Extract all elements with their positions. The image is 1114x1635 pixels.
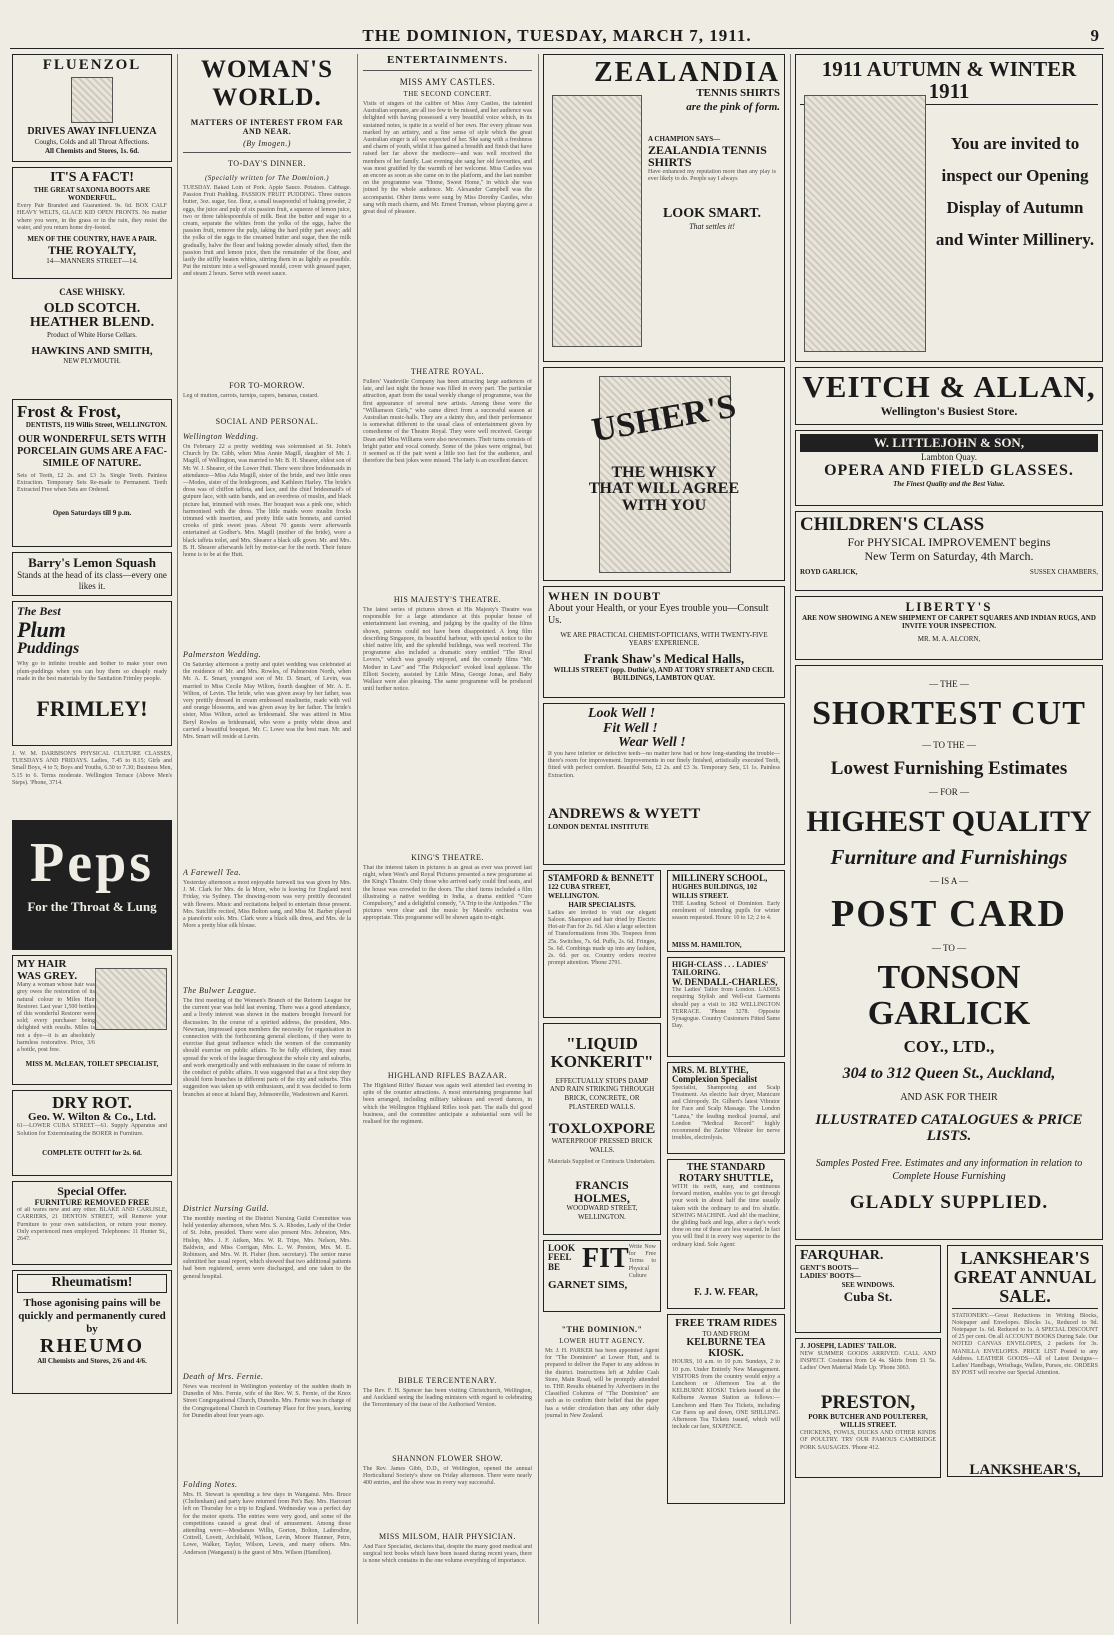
section-bible-tercentenary: BIBLE TERCENTENARY. <box>398 1376 497 1385</box>
ad-fluenzol-line1: DRIVES AWAY INFLUENZA <box>27 125 157 137</box>
ad-plum-puddings: The Best Plum Puddings Why go to infinite trouble and bother to make your own plum-puddings when you can buy them so cheaply ready made in the best materials by the Sanitation Frimley people. FRIMLEY! <box>12 601 172 746</box>
fluenzol-bottle-illustration <box>71 77 113 123</box>
ad-garnet-line1: LOOK FEEL BE <box>548 1243 576 1272</box>
ad-lankshear-sale: LANKSHEAR'S GREAT ANNUAL SALE. STATIONERY.—Great Reductions in Writing Blocks, Notepaper and Envelopes. Blocks 1s., Reduced to 9d. Notepaper 1s. 6d. Reduced to 1s. A SPECIAL DISCOUNT of 25 per cent. On all ACCOUNT BOOKS During Sale. Our NOTED CANVAS ENVELOPES, 2 packets for 3s. MANILLA ENVELOPES. PRICE LIST Posted to any Address. LEATHER GOODS—All of Latest Designs—Ladies' Handbags, Wristbags, Wallets, Purses, etc. ORDERS BY POST will receive our Special Attention. LANKSHEAR'S, <box>947 1245 1103 1477</box>
ad-fluenzol-line3: All Chemists and Stores, 1s. 6d. <box>45 146 139 155</box>
ad-zealandia-line1: TENNIS SHIRTS <box>696 87 780 100</box>
ad-lookwell-name: ANDREWS & WYETT <box>548 806 701 823</box>
ad-stamford-title: STAMFORD & BENNETT <box>548 873 654 883</box>
tonson-l13: 304 to 312 Queen St., Auckland, <box>842 1064 1056 1082</box>
ad-zealandia-title: ZEALANDIA <box>593 57 780 88</box>
ad-zealandia-line2: are the pink of form. <box>686 100 780 113</box>
ad-ushers-line1: THE WHISKY THAT WILL AGREE WITH YOU <box>588 463 740 515</box>
ad-preston-line2: PORK BUTCHER AND POULTERER, WILLIS STREET. <box>808 1412 928 1430</box>
ad-peps-sub: For the Throat & Lung <box>27 898 157 914</box>
ad-garnet-line2: FIT <box>582 1243 629 1274</box>
ad-lookwell-sub: LONDON DENTAL INSTITUTE <box>548 822 649 831</box>
ad-stamford-bennett: STAMFORD & BENNETT 122 CUBA STREET, WELLINGTON. HAIR SPECIALISTS. Ladies are invited to visit our elegant Saloon. Shampoo and hair dried by Electric Hot-air Fan for 2s. 6d. Also a large selection of Transformations from 30s. Toupees from 25s. Switches, 7s. 6d. Puffs, 2s. 6d. Fringes, 5s. 6d. Combings made up into any fashion, 2s. 6d. per oz. Country orders receive prompt attention. 'Phone 2791. <box>543 870 661 1018</box>
ad-zealandia-line4: ZEALANDIA TENNIS SHIRTS <box>648 142 767 170</box>
ad-whisky-line1: CASE WHISKY. <box>59 287 125 297</box>
ad-children-line1: For PHYSICAL IMPROVEMENT begins <box>847 534 1051 549</box>
ad-tram-line2: KELBURNE TEA KIOSK. <box>686 1337 766 1359</box>
ad-veitch-title: VEITCH & ALLAN, <box>802 369 1096 404</box>
ad-liquid-title: "LIQUID KONKERIT" <box>550 1034 654 1071</box>
ad-dryrot-title: DRY ROT. <box>52 1093 132 1112</box>
ad-childrens-class <box>795 511 1103 591</box>
womans-world-heading: WOMAN'S WORLD. <box>201 56 333 111</box>
tonson-l3: — TO THE — <box>922 739 976 750</box>
ad-littlejohn-line2: OPERA AND FIELD GLASSES. <box>824 461 1074 479</box>
ad-royalty: IT'S A FACT! THE GREAT SAXONIA BOOTS ARE WONDERFUL. Every Pair Branded and Guaranteed. 9s. 6d. BOX CALF HEAVY WELTS, GLACE KID OPEN FRONTS. No matter where you were, in the grass or in the rain, they resist the water, and you return home dry-footed. MEN OF THE COUNTRY, HAVE A PAIR. THE ROYALTY, 14—MANNERS STREET—14. <box>12 167 172 279</box>
ad-barry-lemon-squash <box>12 552 172 596</box>
ad-liberty-line1: ARE NOW SHOWING A NEW SHIPMENT OF CARPET SQUARES AND INDIAN RUGS, AND INVITE YOUR INSPECTION. <box>802 613 1096 631</box>
ad-liquid-konkerit: "LIQUID KONKERIT" EFFECTUALLY STOPS DAMP AND RAIN STRIKING THROUGH BRICK, CONCRETE, OR PLASTERED WALLS. TOXLOXPORE WATERPROOF PRESSED BRICK WALLS. Materials Supplied or Contracts Undertaken. FRANCIS HOLMES, WOODWARD STREET, WELLINGTON. <box>543 1023 661 1235</box>
ad-veitch-line1: Wellington's Busiest Store. <box>880 403 1018 418</box>
ad-frost-dentists: Frost & Frost, DENTISTS, 119 Willis Street, WELLINGTON. OUR WONDERFUL SETS WITH PORCELAIN GUMS ARE A FAC-SIMILE OF NATURE. Sets of Teeth, £2 2s. and £3 3s. Single Teeth. Painless Extraction. Temporary Sets Re-made to Permanent. Teeth Extracted Free when Sets are Ordered. Open Saturdays till 9 p.m. <box>12 399 172 547</box>
ad-plum-title3: Puddings <box>17 639 80 657</box>
ad-stamford-sub: 122 CUBA STREET, WELLINGTON. <box>548 883 611 901</box>
ad-farquhar-line3: SEE WINDOWS. <box>841 1281 895 1290</box>
tennis-player-illustration <box>552 95 642 347</box>
section-bulwer-league: The Bulwer League. <box>183 986 257 995</box>
ad-whisky-line4: Product of White Horse Cellars. <box>47 331 137 340</box>
ad-littlejohn-line3: The Finest Quality and the Best Value. <box>893 479 1005 488</box>
tonson-l4: Lowest Furnishing Estimates <box>830 758 1068 780</box>
ad-grey-hair: MY HAIR WAS GREY. Many a woman whose hair was grey owes the restoration of its natural colour to Miles Hair Restorer. Last year 1,500 bottles of this wonderful Restorer were sold; every purchaser being delighted with results. Miles is not a dye—it is an absolutely harmless restorative. Price, 3/6 a bottle, post free. MISS M. McLEAN, TOILET SPECIALIST, <box>12 955 172 1085</box>
section-for-tomorrow: FOR TO-MORROW. <box>229 381 305 390</box>
ad-mrs-blythe: MRS. M. BLYTHE, Complexion Specialist Specialist, Shampooing and Scalp Treatment. An electric hair dryer, Manicure and Chiropody. Dr. Gilbert's latest Vibrator for Face and Scalp Massage. The London "Lanza," the leading medical journal, and London "Medical Record" highly recommend the Zarine Vibrator for nerve troubles, electrolysis. <box>667 1062 785 1154</box>
section-palmerston-wedding: Palmerston Wedding. <box>183 650 262 659</box>
ad-farquhar-line1: GENT'S BOOTS— <box>800 1263 859 1272</box>
tonson-l8: — IS A — <box>929 875 969 886</box>
ad-lookwell-line2: Fit Well ! <box>603 720 658 736</box>
ad-frost-title: Frost & Frost, <box>17 402 121 421</box>
ad-preston: J. JOSEPH, LADIES' TAILOR. NEW SUMMER GOODS ARRIVED. CALL AND INSPECT. Costumes from £4 4s. Skirts from £1 5s. Ladies' Own Material Made Up. 'Phone 3063. PRESTON, PORK BUTCHER AND POULTERER, WILLIS STREET. CHICKENS, FOWLS, DUCKS AND OTHER KINDS OF POULTRY. TRY OUR FAMOUS CAMBRIDGE PORK SAUSAGES. 'Phone 412. <box>795 1338 941 1478</box>
ad-children-title: CHILDREN'S CLASS <box>800 514 985 535</box>
ad-whisky <box>12 284 172 394</box>
ad-royalty-name: THE ROYALTY, <box>47 242 137 257</box>
masthead-title: THE DOMINION, TUESDAY, MARCH 7, 1911. <box>362 26 752 45</box>
ad-frost-line1: OUR WONDERFUL SETS WITH PORCELAIN GUMS ARE A FAC-SIMILE OF NATURE. <box>17 433 167 469</box>
ad-whisky-line2: OLD SCOTCH. <box>43 300 141 316</box>
ad-veitch-allan <box>795 367 1103 425</box>
ad-lankshear-name: LANKSHEAR'S, <box>969 1461 1081 1477</box>
ad-autumn-title: 1911 AUTUMN & WINTER 1911 <box>800 58 1098 105</box>
ad-doubt-title: WHEN IN DOUBT <box>548 589 662 603</box>
ad-rheumo-line1: Those agonising pains will be quickly and permanently cured by <box>18 1296 166 1336</box>
ad-liberty-name: MR. M. A. ALCORN, <box>917 635 981 644</box>
ad-stamford-line1: HAIR SPECIALISTS. <box>568 900 636 909</box>
tonson-l1: — THE — <box>929 679 969 689</box>
ad-grey-title: MY HAIR WAS GREY. <box>17 958 78 982</box>
womans-world-byline: (By Imogen.) <box>243 139 291 148</box>
ad-liquid-address: WOODWARD STREET, WELLINGTON. <box>566 1204 638 1221</box>
tonson-l11: TONSON GARLICK <box>867 959 1031 1032</box>
ad-lookwell-line3: Wear Well ! <box>618 735 686 751</box>
ad-doubt-line2: WE ARE PRACTICAL CHEMIST-OPTICIANS, WITH TWENTY-FIVE YEARS' EXPERIENCE. <box>560 630 768 648</box>
column-entertainments: ENTERTAINMENTS. MISS AMY CASTLES. THE SECOND CONCERT. Visits of singers of the calibre of Miss Amy Castles, the talented Australian soprano, are all too few to be missed, and her audience was delighted with having possessed a very beautiful voice which, in its sustained notes, is quite in a world of her own. Her every phrase was marked by an artistry, and a fine sense of style which the great Australian singer is all we expected of her. She sang with a freshness and charm of youth, whilst it has gained a breadth and finish that have raised her far above the mediocre—and was well received the members of her family. Last evening she sang her old favourites, and was most gratified by the warmth of her welcome. Miss Castles was an encore as soon as she came on to the platform, and the last number on the programme was "Home, Sweet Home," in which she was joined by the whole audience. Mr. Alexander Campbell was the accompanist. Other items were sung by Miss Dorothy Castles, who sang with much charm, and Mr. Ernest Truman, whose playing gave a great deal of pleasure. THEATRE ROYAL. Fullers' Vaudeville Company has been attracting large audiences of late, and last night the house was filled in every part. The particular attraction, apart from the usual weekly change of programme, was the first appearance of several new artists. Among these were the "Williamson Girls," who came direct from a successful season at Australian music-halls. They are a dainty duo, and their performance is somewhat different to the usual class of entertainment given by comedienne of the Theatre Royal. They were well received. George Dean and Miss Williams were also newcomers. Their turns consists of bright patter and vocal comedy. Some of the jokes were original, but it seemed as if the pair went a little too fast for the audience, and therefore the best jokes were missed. The lady is an excellent dancer. HIS MAJESTY'S THEATRE. The latest series of pictures shown at His Majesty's Theatre was responsible for a large attendance at this popular house of entertainment last evening, and judging by the quality of the films shown, patrons could not have been disappointed. A long film describing Singapore, its beautiful harbour, with special notice to the chief native life, and the splendid buildings, was well received. The programme also included a dramatic story entitled "The Rival Lovers," which was greatly enjoyed, and the comedy films "Mr. Mother in Law" and "The Pickpocket" evoked loud applause. The Elliott Society, assisted by Little Mina, George Jonas, and Baby Wallace were also pleasing. The same programme will be produced until further notice. KING'S THEATRE. That the interest taken in pictures is as great as ever was proved last night, when West's and Royal Pictures presented a new programme at the King's Theatre. Only those who arrived early could find seats, and the house was crowded to the doors. The chief items included a film illustrating a native wedding in India, a drama entitled "Cure Compulsory," and a delightful comedy, "A Trip to the Antipodes." The pictures were clear and the music by Marsh's orchestra was appropriate. This programme will be shown again to-night. HIGHLAND RIFLES BAZAAR. The Highland Rifles' Bazaar was again well attended last evening in spite of the counter attractions. A most entertaining programme had been arranged, including military tableaux and sword dances, in which the Wellington Highland Rifles took part. The stalls did good business, and the committee anticipate a substantial sum will be realised for the regiment. <box>363 54 532 1126</box>
ad-farquhar-title: FARQUHAR. <box>800 1248 884 1263</box>
section-amy-castles: MISS AMY CASTLES. <box>399 77 496 87</box>
ad-dryrot-name: Geo. W. Wilton & Co., Ltd. <box>28 1110 156 1123</box>
ad-tailoring-title: HIGH-CLASS . . . LADIES' TAILORING. <box>672 960 769 978</box>
section-highland-rifles-bazaar: HIGHLAND RIFLES BAZAAR. <box>387 1071 508 1080</box>
ad-zealandia-line3: A CHAMPION SAYS— <box>648 135 721 143</box>
ad-fluenzol-title: FLUENZOL <box>42 57 142 73</box>
section-folding-notes: Folding Notes. <box>183 1480 238 1489</box>
tonson-l2: SHORTEST CUT <box>812 695 1086 733</box>
ad-dryrot-sub: COMPLETE OUTFIT for 2s. 6d. <box>42 1149 142 1158</box>
ad-rheumo-foot: All Chemists and Stores, 2/6 and 4/6. <box>37 1357 147 1366</box>
section-theatre-royal: THEATRE ROYAL. <box>410 367 485 376</box>
ad-lookwell-line1: Look Well ! <box>588 706 656 721</box>
tonson-l16: Samples Posted Free. Estimates and any information in relation to Complete House Furnishing <box>815 1158 1083 1182</box>
ad-look-well-dentists: Look Well ! Fit Well ! Wear Well ! If you have inferior or defective teeth—no matter how bad or how long-standing the trouble—there's room for improvement. Improvements in our finely finished, artistically executed Teeth, fitted with perfect comfort. Beautiful Sets, £2 2s. and £3 3s. Temporary Sets, £1 1s. Painless Extraction. ANDREWS & WYETT LONDON DENTAL INSTITUTE <box>543 703 785 865</box>
ad-children-line2: New Term on Saturday, 4th March. <box>864 549 1034 564</box>
section-death-mrs-fernie: Death of Mrs. Fernie. <box>183 1372 264 1381</box>
ad-millinery-title: MILLINERY SCHOOL, <box>672 873 768 883</box>
ad-fluenzol-line2: Coughs, Colds and all Throat Affections. <box>34 137 150 146</box>
notice-dominion-title: "THE DOMINION." <box>561 1325 643 1334</box>
ad-liquid-line3: WATERPROOF PRESSED BRICK WALLS. <box>551 1137 653 1155</box>
tonson-l14: AND ASK FOR THEIR <box>900 1092 998 1104</box>
ad-whisky-line5: HAWKINS AND SMITH, <box>31 344 153 357</box>
ad-zealandia-shirts: ZEALANDIA TENNIS SHIRTS are the pink of form. A CHAMPION SAYS— ZEALANDIA TENNIS SHIRTS Have enhanced my reputation more than any play is ever likely to do. People say I always LOOK SMART. That settles it! <box>543 54 785 362</box>
ad-autumn-winter-millinery <box>795 54 1103 362</box>
ad-liquid-line2: TOXLOXPORE <box>548 1120 656 1137</box>
woman-portrait-illustration <box>95 968 167 1030</box>
page-number: 9 <box>1090 26 1100 45</box>
ad-ladies-tailoring: HIGH-CLASS . . . LADIES' TAILORING. W. DENDALL-CHARLES, The Ladies' Tailor from London. LADIES requiring Stylish and Well-cut Garments should pay a visit to 182 WELLINGTON TERRACE. 'Phone 3278. Opposite Synagogue. Country Customers Fitted Same Day. <box>667 957 785 1057</box>
section-his-majestys-theatre: HIS MAJESTY'S THEATRE. <box>393 595 502 604</box>
ad-zealandia-line6: That settles it! <box>689 221 735 231</box>
ad-dry-rot: DRY ROT. Geo. W. Wilton & Co., Ltd. 61—LOWER CUBA STREET—61. Supply Apparatus and Solution for Exterminating the BORER in Furniture. COMPLETE OUTFIT for 2s. 6d. <box>12 1090 172 1176</box>
ad-royalty-address: 14—MANNERS STREET—14. <box>46 256 138 265</box>
ad-preston-title: PRESTON, <box>820 1391 916 1413</box>
ad-special-offer: Special Offer. FURNITURE REMOVED FREE of all wares new and any other. BLAKE AND CARLISLE, CARRIERS, 21 DENTON STREET, will Remove your Furniture to your own satisfaction, or return your money. Only experienced men employed. Telephones: 11 Hunter St., 2647. <box>12 1181 172 1265</box>
ad-rheumo-title: Rheumatism! <box>17 1274 167 1293</box>
ad-tonson-garlick <box>795 665 1103 1240</box>
tonson-l7: Furniture and Furnishings <box>830 844 1068 869</box>
ad-tram-line1: TO AND FROM <box>702 1329 750 1338</box>
ad-rheumo-name: RHEUMO <box>39 1335 145 1358</box>
section-district-nursing: District Nursing Guild. <box>183 1204 269 1213</box>
tonson-l6: HIGHEST QUALITY <box>806 805 1092 839</box>
ad-rotary-shuttle: THE STANDARD ROTARY SHUTTLE, WITH its swift, easy, and continuous forward motion, enables you to get through your work in about half the time usually taken with the ordinary to and fro shuttle. SEWING MACHINE. And ah! the machine, the gliding back and legs, after a day's work done on one of these are less wearied. In fact you will find it in every way superior to the ordinary kind. Sole Agent: F. J. W. FEAR, <box>667 1159 785 1309</box>
ad-rotary-title: THE STANDARD ROTARY SHUTTLE, <box>678 1162 774 1184</box>
entertainments-heading: ENTERTAINMENTS. <box>386 54 509 66</box>
tonson-l9: POST CARD <box>831 893 1067 936</box>
tonson-l15: ILLUSTRATED CATALOGUES & PRICE LISTS. <box>815 1111 1083 1144</box>
ad-whisky-line3: HEATHER BLEND. <box>29 315 155 331</box>
ad-farquhar-line4: Cuba St. <box>843 1288 893 1304</box>
ad-plum-title1: The Best <box>17 604 61 618</box>
tonson-l17: GLADLY SUPPLIED. <box>849 1192 1049 1214</box>
ad-liquid-line1: EFFECTUALLY STOPS DAMP AND RAIN STRIKING THROUGH BRICK, CONCRETE, OR PLASTERED WALLS. <box>549 1076 655 1111</box>
ad-frost-sub: DENTISTS, 119 Willis Street, WELLINGTON. <box>25 420 167 429</box>
tonson-l10: — TO — <box>931 943 967 954</box>
ad-peps <box>12 820 172 950</box>
ad-grey-foot: MISS M. McLEAN, TOILET SPECIALIST, <box>25 1060 159 1069</box>
ad-special-line1: FURNITURE REMOVED FREE <box>34 1197 150 1207</box>
ad-tailoring-name: W. DENDALL-CHARLES, <box>672 976 778 987</box>
notice-dominion-agency: "THE DOMINION." LOWER HUTT AGENCY. Mr. J. H. PARKER has been appointed Agent for "The Dominion" at Lower Hutt, and is prepared to deliver the Paper to any address in the district. Instructions left at Jubilee Cash Store, Main Road, will be promptly attended to. THE Results obtained by Advertisers in the Classified Columns of "The Dominion" are such as to confirm their belief that the paper has a wider circulation than any other daily journal in New Zealand. <box>545 1325 659 1419</box>
ad-farquhar-line2: LADIES' BOOTS— <box>800 1272 861 1281</box>
ad-royalty-line2: MEN OF THE COUNTRY, HAVE A PAIR. <box>27 235 157 244</box>
ad-children-address: SUSSEX CHAMBERS, <box>1029 567 1098 576</box>
ad-garnet-sims: LOOK FEEL BE FIT Write Now for Free Terms to Physical Culture GARNET SIMS, <box>543 1240 661 1312</box>
ad-rotary-name: F. J. W. FEAR, <box>694 1287 758 1298</box>
ad-lankshear-title: LANKSHEAR'S GREAT ANNUAL SALE. <box>952 1249 1098 1309</box>
ad-doubt-line1: About your Health, or your Eyes trouble you—Consult Us. <box>548 602 769 626</box>
ad-peps-title: Peps <box>30 832 154 894</box>
ad-libertys <box>795 596 1103 660</box>
column-ads-left: FLUENZOL DRIVES AWAY INFLUENZA Coughs, Colds and all Throat Affections. All Chemists and Stores, 1s. 6d. IT'S A FACT! THE GREAT SAXONIA BOOTS ARE WONDERFUL. Every Pair Branded and Guaranteed. 9s. 6d. BOX CALF HEAVY WELTS, GLACE KID OPEN FRONTS. No matter where you were, in the grass or in the rain, they resist the water, and you return home dry-footed. MEN OF THE COUNTRY, HAVE A PAIR. THE ROYALTY, 14—MANNERS STREET—14. CASE WHISKY. OLD SCOTCH. HEATHER BLEND. Product of White Horse Cellars. HAWKINS AND SMITH, NEW PLYMOUTH. Frost & Frost, DENTISTS, 119 Willis Street, WELLINGTON. OUR WONDERFUL SETS WITH PORCELAIN GUMS ARE A FAC-SIMILE OF NATURE. Sets of Teeth, £2 2s. and £3 3s. Single Teeth. Painless Extraction. Temporary Sets Re-made to Permanent. Teeth Extracted Free when Sets are Ordered. Open Saturdays till 9 p.m. Barry's Lemon Squash Stands at the head of its class—every one likes it. The Best Plum Puddings Why go to infinite trouble and bother to make your own plum-puddings when you can buy them so cheaply ready made in the best materials by the Sanitation Frimley people. FRIMLEY! J. W. M. DARBISON'S PHYSICAL CULTURE CLASSES, TUESDAYS AND FRIDAYS. Ladies, 7.45 to 8.15; Girls and Small Boys, 4 to 5; Boys and Youths, 6.30 to 7.30; Business Men, 5.15 to 6. Terms moderate. Wellington Terrace (Above Men's Steps). 'Phone, 3714. Peps For the Throat & Lung MY HAIR WAS GREY. Many a woman whose hair was grey owes the restoration of its natural colour to Miles Hair Restorer. Last year 1,500 bottles of this wonderful Restorer were sold; every purchaser being delighted with results. Miles is not a dye—it is an absolutely harmless restorative. Price, 3/6 a bottle, post free. MISS M. McLEAN, TOILET SPECIALIST, DRY ROT. Geo. W. Wilton & Co., Ltd. 61—LOWER CUBA STREET—61. Supply Apparatus and Solution for Exterminating the BORER in Furniture. COMPLETE OUTFIT for 2s. 6d. Special Offer. FURNITURE REMOVED FREE of all wares new and any other. BLAKE AND CARLISLE, CARRIERS, 21 DENTON STREET, will Remove your Furniture to your own satisfaction, or return your money. Only experienced men employed. Telephones: 11 Hunter St., 2647. Rheumatism! Those agonising pains will be quickly and permanently cured by RHEUMO All Chemists and Stores, 2/6 and 4/6. <box>12 54 172 1624</box>
column-entertainments-lower: BIBLE TERCENTENARY. The Rev. F. H. Spencer has been visiting Christchurch, Wellington, and Auckland seeing the leading ministers with regard to celebrating the Tercentenary of the issue of the Authorised Version. SHANNON FLOWER SHOW. The Rev. James Gibb, D.D., of Wellington, opened the annual Horticultural Society's show on Friday afternoon. There were nearly 400 entries, and the show was in every way successful. MISS MILSOM, HAIR PHYSICIAN. And Face Specialist, declares that, despite the many good medical and surgical text books which have been issued during recent years, there is none which contains in the one volume everything of importance. <box>363 1370 532 1620</box>
ad-doubt-name: Frank Shaw's Medical Halls, <box>583 651 745 667</box>
ad-fluenzol <box>12 54 172 162</box>
ad-millinery-sub: HUGHES BUILDINGS, 102 WILLIS STREET. <box>672 883 757 901</box>
column-womans-world: WOMAN'S WORLD. MATTERS OF INTEREST FROM FAR AND NEAR. (By Imogen.) TO-DAY'S DINNER. (Specially written for The Dominion.) TUESDAY. Baked Loin of Pork. Apple Sauce. Potatoes. Cabbage. Passion Fruit Pudding. PASSION FRUIT PUDDING. Three ounces butter, 3oz. sugar, 6oz. flour, a small teaspoonful of baking powder, 2 eggs, the juice and pulp of six passion fruit, a squeeze of lemon juice, two or three tablespoonfuls of milk. Beat the butter and sugar to a cream, separate the whites from the yolks of the eggs, halve the passion fruit, remove the pulp, taking the hard pithy part away; add the yolks of the eggs to the creamed butter and sugar, then the milk gradually, halve the flour and baking powder already sifted, then the passion fruit and lemon juice, then the remainder of the flour, and lastly the stiffly beaten whites, stirring them in as lightly as possible. Put the mixture into a well-greased mould, cover with greased paper, and steam 2 hours. Serve with sweet sauce. FOR TO-MORROW. Leg of mutton, carrots, turnips, capers, bananas, custard. SOCIAL AND PERSONAL. Wellington Wedding. On February 22 a pretty wedding was solemnised at St. John's Church by Dr. Gibb, when Miss Annie Magill, daughter of Mr. J. Magill, of Wellington, was married to Mr. B. H. Shearer, eldest son of Mr. W. J. Shearer, of the Lower Hutt. There were three bridesmaids in attendance—Miss Ada Magill, sister of the bride, and two little ones—Modes, sister of the bridegroom, and Kathleen Harley. The bride's dress was of chiffon taffeta, and lace, and the chief bridesmaid's of guipure lace, with satin bands, and an overdress of muslin, and black picture hat, trimmed with roses. Her bouquet was a pink one, which harmonised with the dress. The little maids wore muslin frocks trimmed with insertion, and pretty little satin bonnets, and carried crooks of pink sweet peas. About 70 guests were afterwards entertained at Godber's. Mrs. Magill (mother of the bride), wore a black taffeta toilet, and Mrs. Shearer a black silk gown. Mr. and Mrs. B. H. Shearer afterwards left by motor-car for the north. Their future home is to be at the Hutt. Palmerston Wedding. On Saturday afternoon a pretty and quiet wedding was celebrated at the residence of Mr. and Mrs. Rowles, of Palmerston North, when Mr. A. E. Smart, youngest son of Mr. D. Smart, of Levin, was married to Miss Cecile May Wilton, fourth daughter of Mr. A. E. Wilton, of Levin. The bride, who was given away by her father, was very prettily dressed in cream embossed muslinette, made with veil and orange blossoms, and was given away by her father. The bride's sister, Miss Wilton, acted as bridesmaid. She was attired in Miss Beryl Rowles as bridesmaid, who wore a pretty white dress and carried a beautiful bouquet. Mr. C. Lowe was the best man. Mr. and Mrs. Smart will reside at Levin. A Farewell Tea. Yesterday afternoon a most enjoyable farewell tea was given by Mrs. J. M. Clark for Mrs. de la More, who is leaving for England next Friday, via Sydney. The drawing-room was very prettily decorated with flowers. Music and recitations helped to entertain those present. Mrs. Sutcliffe recited, Miss Bolton sang, and Miss M. Barber played a pianoforte solo. Mrs. Clark wore a black silk dress, and Mrs. de la More a pretty blue silk blouse. The Bulwer League. The first meeting of the Women's Branch of the Reform League for the current year was held last evening. There was a good attendance, and a lively interest was shown in the matters brought forward for discussion. In the course of a spirited address, the president, Mrs. Newman, impressed upon members the necessity for organisation in connection with the forthcoming general elections, if they were to exercise that great influence which the women of the community should exercise on public affairs. To be fully efficient, they must spread the work of the league throughout the whole city and suburbs, and work energetically and with enthusiasm in the cause of reform in the conduct of public affairs. It was suggested that as a first step they should form branches in different parts of the city and suburbs. This suggestion was taken up with enthusiasm, and it was decided to form branches at once at Island Bay, Johnsonville, Wadestown and Karori. District Nursing Guild. The monthly meeting of the District Nursing Guild Committee was held yesterday afternoon, when Mrs. S. A. Rhodes, Lady of the Order of St. John, presided. There were also present Mrs. Johnston, Mrs. Hislop, Mrs. J. F. Aitken, Mrs. W. R. Tripe, Mrs. Nelson, Mrs. Baldwin, and Miss Corrigan, Mrs. L. W. Preston, Mrs. M. E. Robinson, and Mrs. W. H. Fisher (hon. secretary). The senior nurse submitted her usual report, which showed that two additional patients had been registered, seven were discharged, and one taken to the general hospital. Death of Mrs. Fernie. News was received in Wellington yesterday of the sudden death in Dunedin of Mrs. Fernie, wife of the Rev. W. S. Fernie, of the Knox Street Congregational Church, Dunedin. Mrs. Fernie was in charge of the Congregational Church in Courtenay Place for five years, leaving for Dunedin about four years ago. Folding Notes. Mrs. H. Stewart is spending a few days in Wanganui. Mrs. Bruce (Cheltenham) and party have returned from Pet's Bay. Mrs. Harcourt left on Thursday for a trip to England. Wednesday was a perfect day for the motor sports. The entries were very good, and some of the competitions caused a great deal of amusement. Among those attending were:—Mesdames Willis, Gorton, Bolton, Lathrodine, Cottrell, Lovett, Archibald, Wilson, Levin, Moore Hanmer, Petre, Lowe, Walker, Taylor, Wilson, Lewis, and many others. Mrs. Anderson (Wanganui) is the guest of Mrs. Wilson (Hamilton). <box>183 56 351 1556</box>
ad-millinery-name: MISS M. HAMILTON, <box>672 940 742 949</box>
ad-ushers-title: USHER'S <box>589 387 739 450</box>
notice-dominion-sub: LOWER HUTT AGENCY. <box>559 1337 645 1345</box>
ad-royalty-line1: THE GREAT SAXONIA BOOTS ARE WONDERFUL. <box>33 185 151 203</box>
ad-royalty-title: IT'S A FACT! <box>50 170 134 185</box>
section-shannon-flower-show: SHANNON FLOWER SHOW. <box>392 1454 503 1463</box>
ad-liquid-name: FRANCIS HOLMES, <box>574 1177 630 1205</box>
ad-autumn-line2: inspect our Opening <box>941 165 1089 185</box>
ad-special-title: Special Offer. <box>57 1184 127 1198</box>
column-ads-right <box>795 54 1103 1624</box>
masthead <box>10 26 1104 49</box>
ad-plum-name: FRIMLEY! <box>36 696 148 722</box>
section-miss-milsom: MISS MILSOM, HAIR PHYSICIAN. <box>379 1532 516 1541</box>
ad-plum-title2: Plum <box>17 616 66 642</box>
ad-autumn-line1: You are invited to <box>950 134 1080 153</box>
ad-autumn-line4: and Winter Millinery. <box>935 229 1095 249</box>
ad-millinery-school: MILLINERY SCHOOL, HUGHES BUILDINGS, 102 WILLIS STREET. THE Leading School of Dominion. Early enrolment of intending pupils for winter season requested. Hours: 10 to 12; 2 to 4. MISS M. HAMILTON, <box>667 870 785 952</box>
ad-zealandia-line5: LOOK SMART. <box>662 205 762 221</box>
tonson-l12: COY., LTD., <box>903 1036 995 1056</box>
section-farewell-tea: A Farewell Tea. <box>183 868 242 877</box>
column-ads-middle <box>543 54 785 1624</box>
section-second-concert: THE SECOND CONCERT. <box>403 90 492 98</box>
ad-tram-title: FREE TRAM RIDES <box>675 1317 777 1329</box>
ad-when-in-doubt <box>543 586 785 698</box>
ad-littlejohn-title: W. LITTLEJOHN & SON, <box>800 434 1098 452</box>
section-wellington-wedding: Wellington Wedding. <box>183 432 259 441</box>
ad-littlejohn <box>795 430 1103 506</box>
ad-barry-line1: Stands at the head of its class—every one likes it. <box>17 569 167 591</box>
ad-whisky-line6: NEW PLYMOUTH. <box>63 357 121 366</box>
woman-hat-illustration <box>804 95 926 352</box>
section-todays-dinner: TO-DAY'S DINNER. <box>228 159 306 168</box>
ad-barry-title: Barry's Lemon Squash <box>28 555 156 570</box>
ad-rheumo <box>12 1270 172 1394</box>
ad-autumn-line3: Display of Autumn <box>946 197 1084 217</box>
ad-preston-line1: J. JOSEPH, LADIES' TAILOR. <box>800 1342 897 1350</box>
ad-children-name: ROYD GARLICK, <box>800 567 858 576</box>
ad-doubt-address: WILLIS STREET (opp. Duthie's), AND AT TORY STREET AND CECIL BUILDINGS, LAMBTON QUAY. <box>553 665 775 683</box>
womans-world-subheading: MATTERS OF INTEREST FROM FAR AND NEAR. <box>190 118 344 136</box>
section-social-personal: SOCIAL AND PERSONAL. <box>215 417 319 426</box>
ad-free-tram-rides: FREE TRAM RIDES TO AND FROM KELBURNE TEA KIOSK. HOURS, 10 a.m. to 10 p.m. Sundays, 2 to 10 p.m. Under Entirely New Management. VISITORS from the country would enjoy a Luncheon or Afternoon Tea at the KELBURNE KIOSK! Tickets issued at the Kelburne Avenue Station as follows:—Luncheon and Ham Tea Tickets, including Car Fares up and down, ONE SHILLING. Afternoon Tea Tickets issued, which will include car fare, SIXPENCE. <box>667 1314 785 1504</box>
ad-ushers-whisky <box>543 367 785 581</box>
tonson-l5: — FOR — <box>928 787 969 798</box>
ad-frost-line2: Open Saturdays till 9 p.m. <box>52 508 132 517</box>
ad-littlejohn-line1: Lambton Quay. <box>921 451 977 462</box>
ad-farquhar <box>795 1245 941 1333</box>
ad-liberty-title: LIBERTY'S <box>905 599 993 614</box>
ad-garnet-name: GARNET SIMS, <box>548 1279 628 1291</box>
section-todays-dinner-note: (Specially written for The Dominion.) <box>204 174 330 182</box>
ad-blythe-title: MRS. M. BLYTHE, Complexion Specialist <box>672 1065 758 1085</box>
section-kings-theatre: KING'S THEATRE. <box>411 853 484 862</box>
